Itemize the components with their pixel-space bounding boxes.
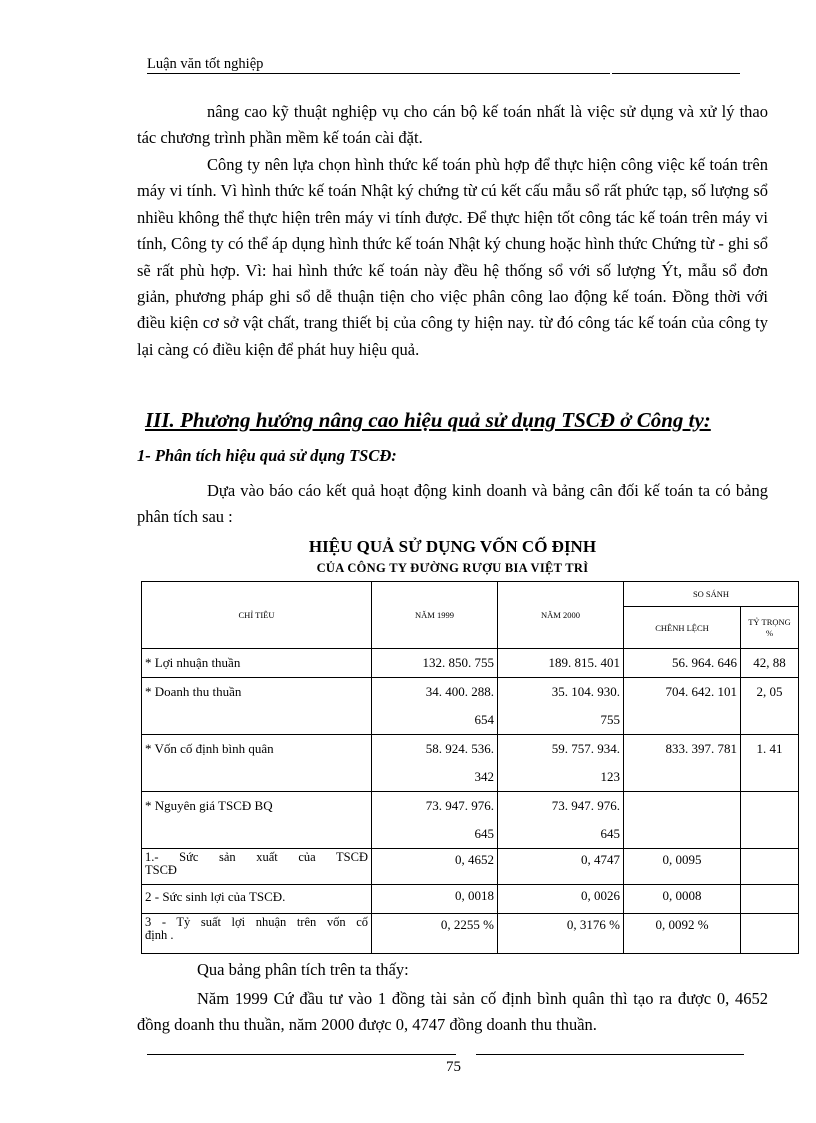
table-row: [142, 678, 799, 735]
paragraph-5: Năm 1999 Cứ đầu tư vào 1 đồng tài sản cố định bình quân thì tạo ra được 0, 4652 đồng doanh thu thuần, năm 2000 được 0, 4747 đồng doanh thu thuần.: [137, 989, 768, 1035]
cell-2000: 189. 815. 401: [498, 649, 624, 678]
header-difference: CHÊNH LỆCH: [624, 607, 741, 649]
cell-difference: 56. 964. 646: [624, 649, 741, 678]
cell-2000-line-2: 123: [600, 769, 620, 784]
header-ratio: TỶ TRỌNG %: [741, 607, 799, 649]
cell-1999: 132. 850. 755: [372, 649, 498, 678]
table-row: [142, 885, 799, 914]
table-row: [142, 792, 799, 849]
row-label: 2 - Sức sinh lợi của TSCĐ.: [142, 885, 372, 914]
footer-rule-left: [147, 1054, 456, 1055]
cell-2000: 0, 4747: [498, 849, 624, 885]
table-row: [142, 735, 799, 792]
table-subtitle: CỦA CÔNG TY ĐƯỜNG RƯỢU BIA VIỆT TRÌ: [316, 561, 589, 575]
row-label-line-2: TSCĐ: [145, 863, 177, 877]
sub-heading: 1- Phân tích hiệu quả sử dụng TSCĐ:: [137, 446, 397, 465]
row-label: * Doanh thu thuần: [142, 678, 372, 735]
cell-2000-line-2: 755: [600, 712, 620, 727]
cell-2000-line-1: 73. 947. 976.: [551, 798, 620, 813]
page-number: 75: [446, 1059, 461, 1075]
cell-ratio: [741, 849, 799, 885]
cell-2000: [498, 792, 624, 849]
cell-difference: 0, 0095: [624, 849, 741, 885]
table-title: HIỆU QUẢ SỬ DỤNG VỐN CỐ ĐỊNH: [308, 537, 597, 556]
cell-ratio: [741, 885, 799, 914]
cell-1999: 0, 0018: [372, 885, 498, 914]
cell-ratio: 42, 88: [741, 649, 799, 678]
footer-rule-right: [476, 1054, 744, 1055]
cell-2000: 0, 3176 %: [498, 914, 624, 954]
row-label: [142, 914, 372, 954]
cell-1999: 0, 4652: [372, 849, 498, 885]
paragraph-2: Công ty nên lựa chọn hình thức kế toán phù hợp để thực hiện công việc kế toán trên máy vi tính. Vì hình thức kế toán Nhật ký chứng từ cú kết cấu mẫu sổ rất phức tạp, số lượng sổ nhiều không thể thực hiện trên máy vi tính được. Để thực hiện tốt công tác kế toán trên máy vi tính, Công ty có thể áp dụng hình thức kế toán Nhật ký chung hoặc hình thức Chứng từ - ghi sổ sẽ rất phù hợp. Vì: hai hình thức kế toán này đều hệ thống sổ với số lượng Ýt, mẫu sổ đơn giản, phương pháp ghi sổ dễ thuận tiện cho việc phân công lao động kế toán. Đồng thời với điều kiện cơ sở vật chất, trang thiết bị của công ty hiện nay. từ đó công tác kế toán của công ty lại càng có điều kiện để phát huy hiệu quả.: [137, 155, 768, 359]
cell-1999-line-1: 34. 400. 288.: [425, 684, 494, 699]
cell-1999: [372, 735, 498, 792]
cell-2000: [498, 678, 624, 735]
cell-2000-line-2: 645: [600, 826, 620, 841]
table-row: [142, 849, 799, 885]
row-label: * Lợi nhuận thuần: [142, 649, 372, 678]
cell-ratio: [741, 914, 799, 954]
header-rule-right: [612, 73, 740, 74]
header-year-1999: NĂM 1999: [372, 582, 498, 649]
row-label: [142, 849, 372, 885]
paragraph-1: nâng cao kỹ thuật nghiệp vụ cho cán bộ kế toán nhất là việc sử dụng và xử lý thao tác chương trình phần mềm kế toán cài đặt.: [137, 102, 768, 148]
cell-difference: [624, 792, 741, 849]
cell-1999-line-2: 645: [474, 826, 494, 841]
cell-1999-line-1: 58. 924. 536.: [425, 741, 494, 756]
cell-1999: [372, 792, 498, 849]
cell-1999: 0, 2255 %: [372, 914, 498, 954]
cell-difference: 704. 642. 101: [624, 678, 741, 735]
table-row: [142, 649, 799, 678]
cell-2000-line-1: 35. 104. 930.: [551, 684, 620, 699]
header-rule-left: [147, 73, 610, 74]
header-indicator: CHỈ TIÊU: [142, 582, 372, 649]
row-label-line-2: định .: [145, 928, 174, 942]
row-label-line-1: 3 - Tỷ suất lợi nhuận trên vốn cố: [145, 915, 368, 929]
cell-2000-line-1: 59. 757. 934.: [551, 741, 620, 756]
document-header-title: Luận văn tốt nghiệp: [147, 56, 264, 72]
section-heading: III. Phương hướng nâng cao hiệu quả sử dụng TSCĐ ở Công ty:: [145, 408, 711, 432]
cell-difference: 833. 397. 781: [624, 735, 741, 792]
cell-1999: [372, 678, 498, 735]
fixed-capital-efficiency-table: [141, 581, 799, 954]
header-compare: SO SÁNH: [624, 582, 799, 607]
cell-difference: 0, 0008: [624, 885, 741, 914]
cell-2000: 0, 0026: [498, 885, 624, 914]
row-label: * Nguyên giá TSCĐ BQ: [142, 792, 372, 849]
row-label: * Vốn cố định bình quân: [142, 735, 372, 792]
cell-1999-line-2: 654: [474, 712, 494, 727]
cell-1999-line-2: 342: [474, 769, 494, 784]
header-year-2000: NĂM 2000: [498, 582, 624, 649]
row-label-line-1: 1.- Sức sản xuất của TSCĐ: [145, 850, 368, 864]
cell-ratio: [741, 792, 799, 849]
cell-2000: [498, 735, 624, 792]
cell-difference: 0, 0092 %: [624, 914, 741, 954]
table-row: [142, 914, 799, 954]
cell-ratio: 2, 05: [741, 678, 799, 735]
cell-1999-line-1: 73. 947. 976.: [425, 798, 494, 813]
cell-ratio: 1. 41: [741, 735, 799, 792]
paragraph-4: Qua bảng phân tích trên ta thấy:: [197, 960, 409, 979]
paragraph-3: Dựa vào báo cáo kết quả hoạt động kinh doanh và bảng cân đối kế toán ta có bảng phân tích sau :: [137, 481, 768, 527]
